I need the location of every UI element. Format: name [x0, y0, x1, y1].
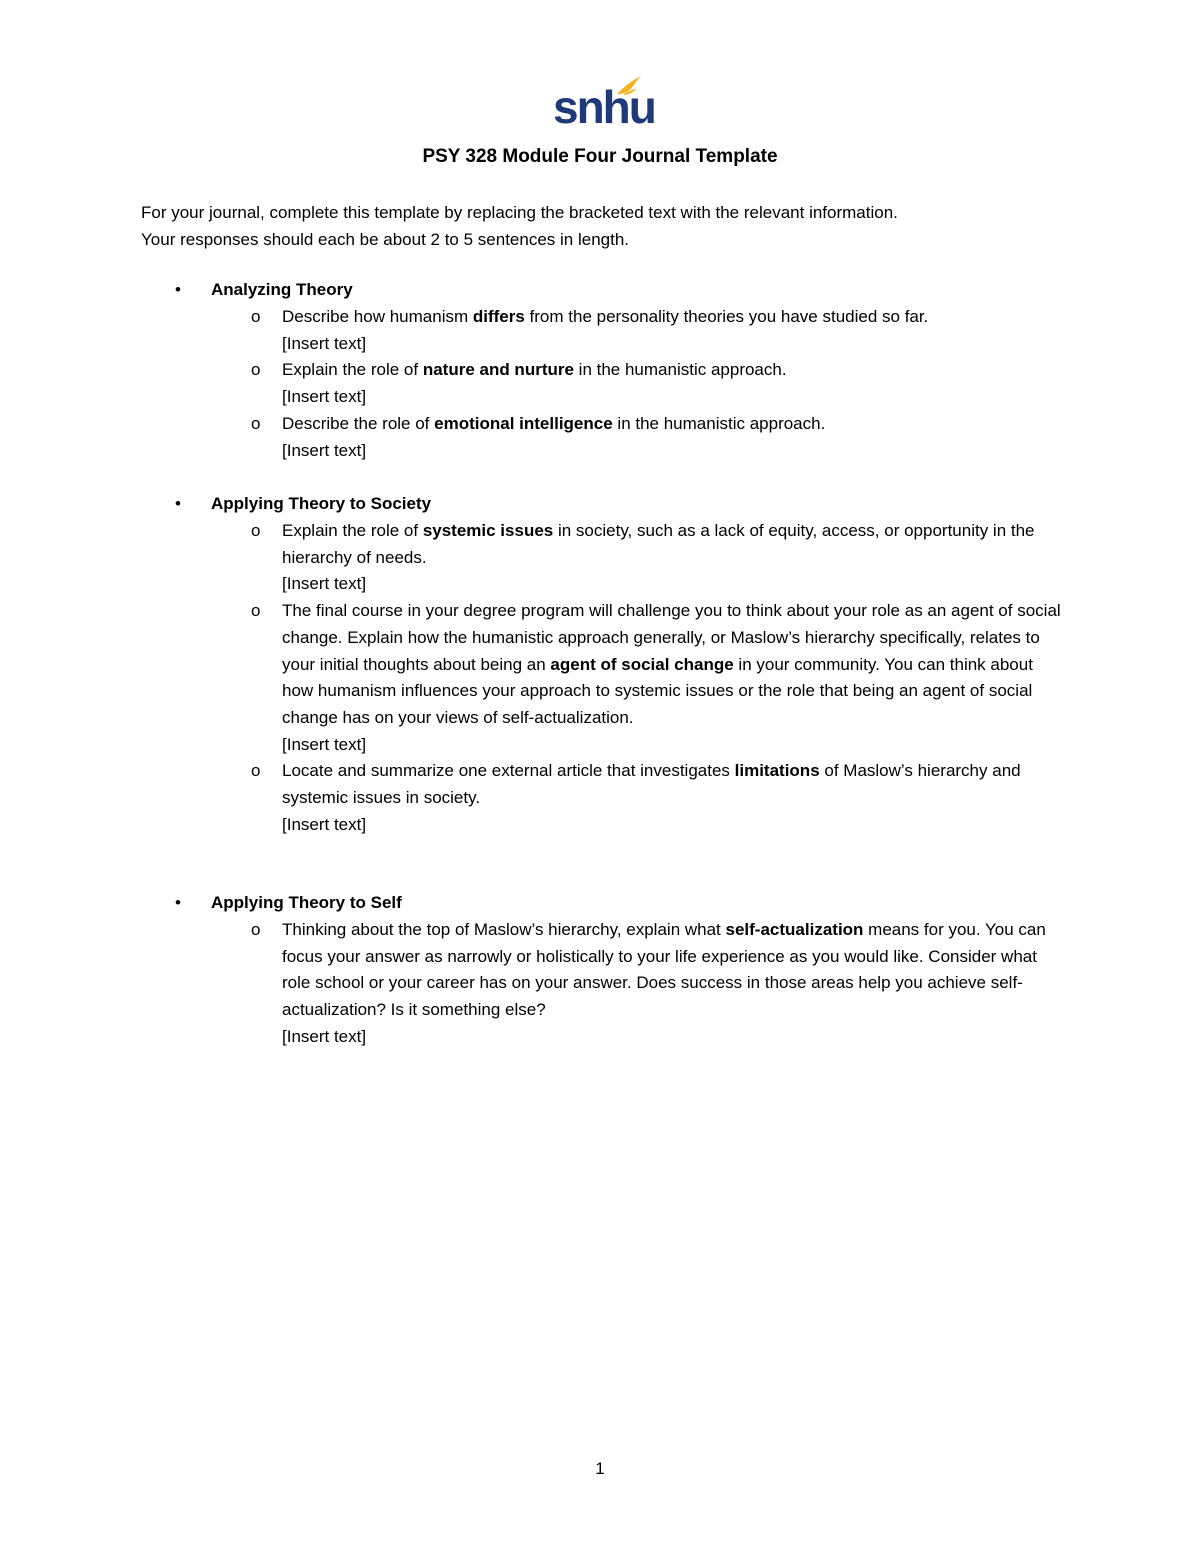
prompt-emphasis: systemic issues: [422, 521, 554, 540]
section-heading: [141, 277, 1071, 304]
sub-bullet-icon: o: [251, 413, 261, 433]
intro-paragraph: [141, 199, 1071, 253]
insert-text-placeholder[interactable]: [Insert text]: [282, 333, 367, 353]
prompt-text: Describe how humanism: [282, 307, 473, 326]
insert-text-placeholder[interactable]: [Insert text]: [282, 814, 367, 834]
page-number: 1: [595, 1459, 605, 1478]
bullet-icon: •: [175, 280, 181, 299]
bullet-icon: •: [175, 893, 181, 912]
prompt-text: means for you. You can focus your answer as narrowly or holistically to your life experience as you would like. Consider what role school or your career has on your answer. Does success in those areas help you achieve self-actualization? Is it something else?: [282, 920, 1046, 1020]
section-heading: [141, 890, 1071, 917]
prompt-text: The final course in your degree program will challenge you to think about your role as an agent of social change. Explain how the humanistic approach generally, or Maslow’s hierarchy specifically, relates to your initial thoughts about being an: [282, 601, 1061, 674]
sub-bullet-icon: o: [251, 920, 261, 939]
section-heading-label: Analyzing Theory: [211, 280, 353, 299]
logo-wordmark: snhu: [553, 81, 655, 133]
insert-text-placeholder[interactable]: [Insert text]: [282, 1026, 367, 1046]
list-item: [141, 598, 1062, 758]
prompt-text: Thinking about the top of Maslow’s hierarchy, explain what: [282, 920, 726, 939]
snhu-logo: [553, 74, 655, 134]
list-item: [141, 758, 1062, 838]
sub-bullet-icon: o: [251, 521, 261, 540]
prompt-emphasis: nature and nurture: [422, 360, 574, 380]
section-analyzing-theory: [141, 277, 1071, 464]
prompt-emphasis: agent of social change: [550, 654, 734, 674]
prompt-text: of Maslow’s hierarchy and systemic issues in society.: [282, 761, 1021, 808]
sub-bullet-icon: o: [251, 360, 261, 380]
list-item: [141, 518, 1062, 598]
section-heading-label: Applying Theory to Self: [211, 893, 402, 912]
prompt-emphasis: emotional intelligence: [434, 413, 613, 433]
prompt-text: Locate and summarize one external article that investigates: [282, 761, 735, 781]
bullet-icon: •: [175, 494, 181, 513]
insert-text-placeholder[interactable]: [Insert text]: [282, 574, 367, 594]
sub-bullet-icon: o: [251, 307, 261, 326]
sub-bullet-icon: o: [251, 761, 261, 781]
prompt-text: Explain the role of: [282, 521, 423, 540]
section-applying-theory-to-self: [141, 890, 1071, 1051]
prompt-text: in the humanistic approach.: [573, 360, 787, 380]
intro-line-2: Your responses should each be about 2 to 5 sentences in length.: [141, 230, 630, 249]
prompt-emphasis: differs: [472, 307, 525, 326]
sub-bullet-icon: o: [251, 601, 261, 621]
section-heading: [141, 491, 1071, 518]
prompt-text: from the personality theories you have studied so far.: [524, 307, 929, 326]
prompt-text: in the humanistic approach.: [612, 413, 826, 433]
list-item: [141, 357, 1062, 410]
list-item: [141, 304, 1062, 357]
insert-text-placeholder[interactable]: [Insert text]: [282, 734, 367, 754]
list-item: [141, 411, 1062, 464]
section-heading-label: Applying Theory to Society: [211, 494, 432, 513]
prompt-emphasis: self-actualization: [725, 920, 864, 939]
prompt-text: in your community. You can think about how humanism influences your approach to systemic issues or the role that being an agent of social change has on your views of self-actualization.: [282, 654, 1033, 727]
prompt-emphasis: limitations: [734, 761, 820, 781]
section-applying-theory-to-society: [141, 491, 1071, 838]
prompt-text: in society, such as a lack of equity, access, or opportunity in the hierarchy of needs.: [282, 521, 1035, 567]
page-title: PSY 328 Module Four Journal Template: [422, 146, 778, 167]
insert-text-placeholder[interactable]: [Insert text]: [282, 387, 367, 407]
list-item: [141, 917, 1062, 1051]
prompt-text: Explain the role of: [282, 360, 423, 380]
prompt-text: Describe the role of: [282, 413, 435, 433]
intro-line-1: For your journal, complete this template by replacing the bracketed text with the relevant information.: [141, 203, 898, 222]
insert-text-placeholder[interactable]: [Insert text]: [282, 440, 367, 460]
